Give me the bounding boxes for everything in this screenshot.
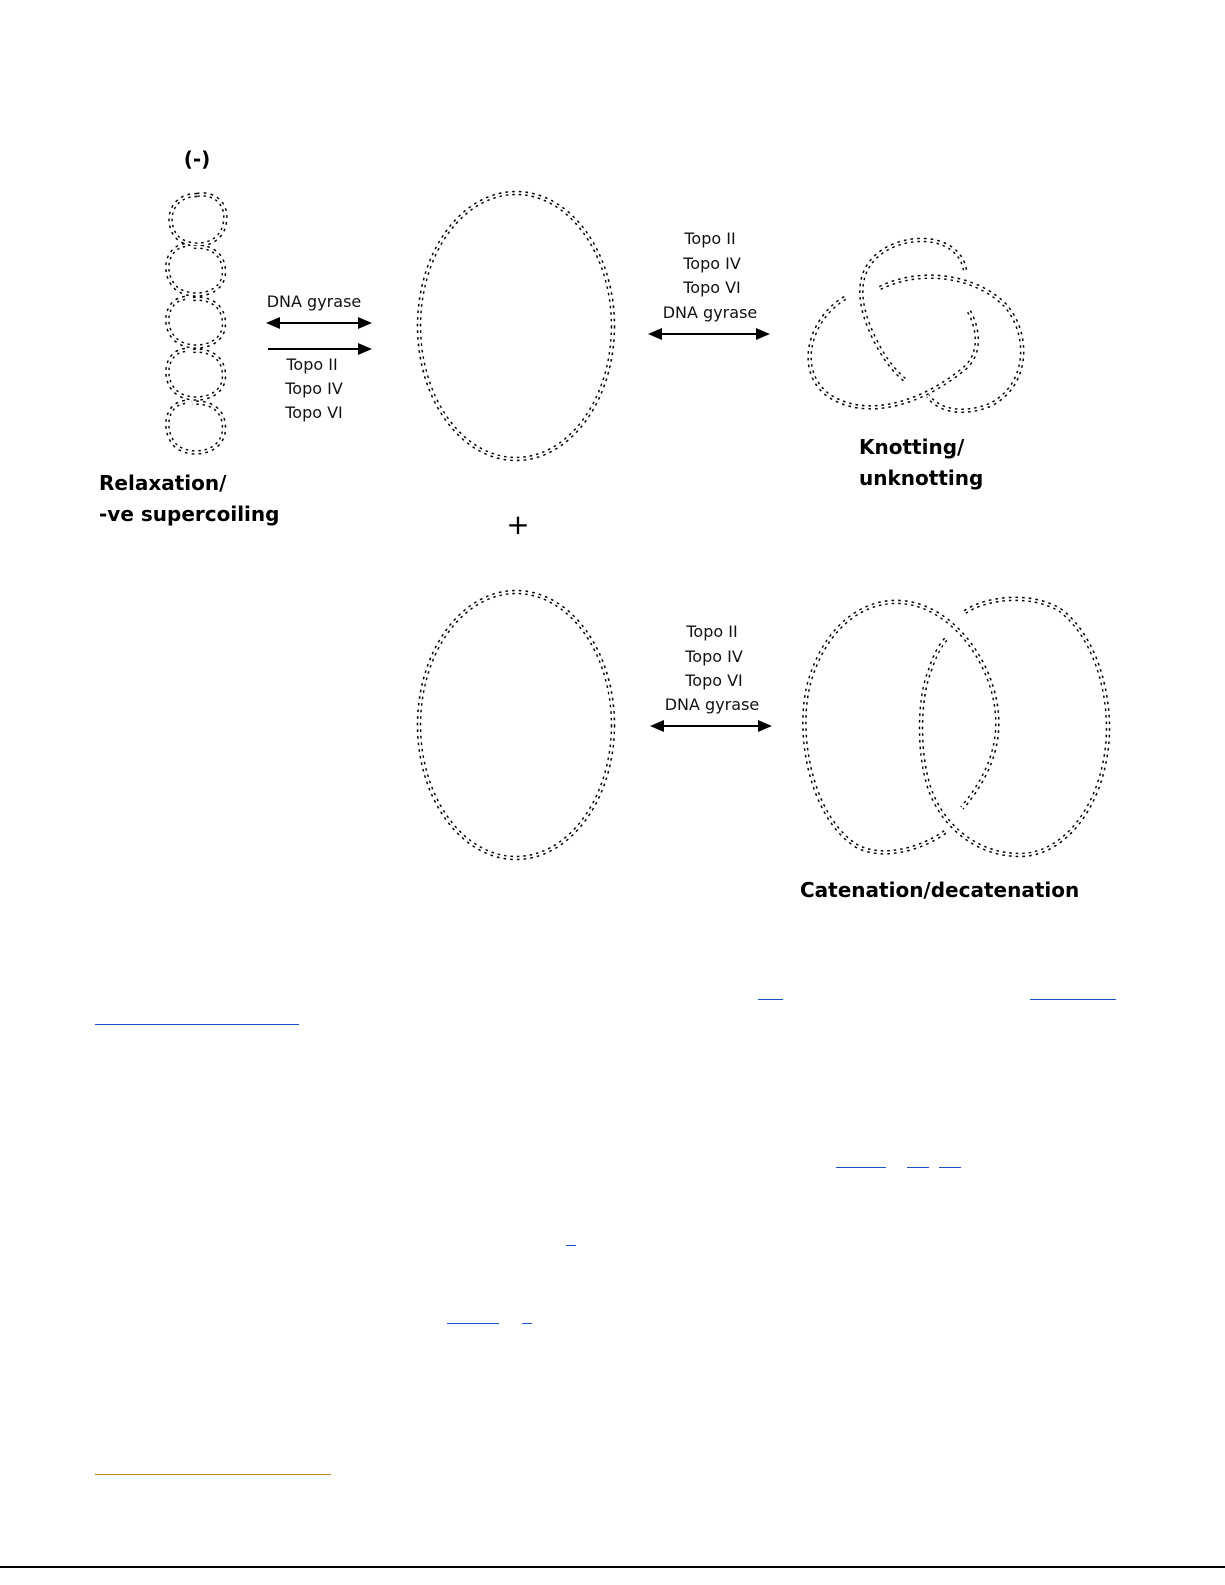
negative-supercoil-label: (-) [183, 147, 211, 171]
reference-link-underline[interactable] [758, 999, 783, 1000]
top-right-label-3: Topo VI [683, 278, 741, 297]
left-arrow-top-label: DNA gyrase [266, 292, 362, 311]
caption-supercoil-line1: Relaxation/ [99, 471, 227, 495]
reference-link-underline[interactable] [447, 1323, 499, 1324]
catenated-dna [804, 599, 1108, 855]
supercoiled-dna [167, 194, 225, 452]
reference-link-underline[interactable] [566, 1245, 576, 1246]
top-right-label-2: Topo IV [683, 254, 741, 273]
top-right-label-1: Topo II [684, 229, 736, 248]
reference-link-underline[interactable] [836, 1167, 886, 1168]
page-bottom-rule [0, 1566, 1225, 1568]
citation-link-underline-continued[interactable] [95, 1024, 299, 1025]
forward-arrow-left [268, 343, 372, 355]
left-arrow-bottom-label-2: Topo IV [285, 379, 343, 398]
relaxed-dna-circle-bottom [419, 592, 613, 858]
left-arrow-bottom-label-1: Topo II [286, 355, 338, 374]
bottom-right-label-3: Topo VI [685, 671, 743, 690]
relaxed-dna-circle-top [419, 193, 613, 459]
caption-knot-line2: unknotting [859, 466, 984, 490]
reference-link-underline[interactable] [522, 1323, 532, 1324]
caption-catenation: Catenation/decatenation [800, 878, 1080, 902]
left-arrow-bottom-label-3: Topo VI [285, 403, 343, 422]
reference-link-underline[interactable] [907, 1167, 929, 1168]
caption-knot-line1: Knotting/ [859, 435, 965, 459]
bidirectional-arrow-bottom-right [650, 720, 772, 732]
bidirectional-arrow-top-right [648, 328, 770, 340]
knotted-dna [810, 240, 1023, 411]
reference-link-underline[interactable] [939, 1167, 961, 1168]
bidirectional-arrow-left [266, 317, 372, 329]
bottom-right-label-1: Topo II [686, 622, 738, 641]
citation-link-underline[interactable] [1030, 999, 1116, 1000]
footnote-separator [95, 1474, 331, 1475]
caption-supercoil-line2: -ve supercoiling [99, 502, 280, 526]
bottom-right-label-2: Topo IV [685, 647, 743, 666]
plus-sign: + [506, 508, 530, 541]
bottom-right-label-4: DNA gyrase [664, 695, 760, 714]
top-right-label-4: DNA gyrase [662, 303, 758, 322]
